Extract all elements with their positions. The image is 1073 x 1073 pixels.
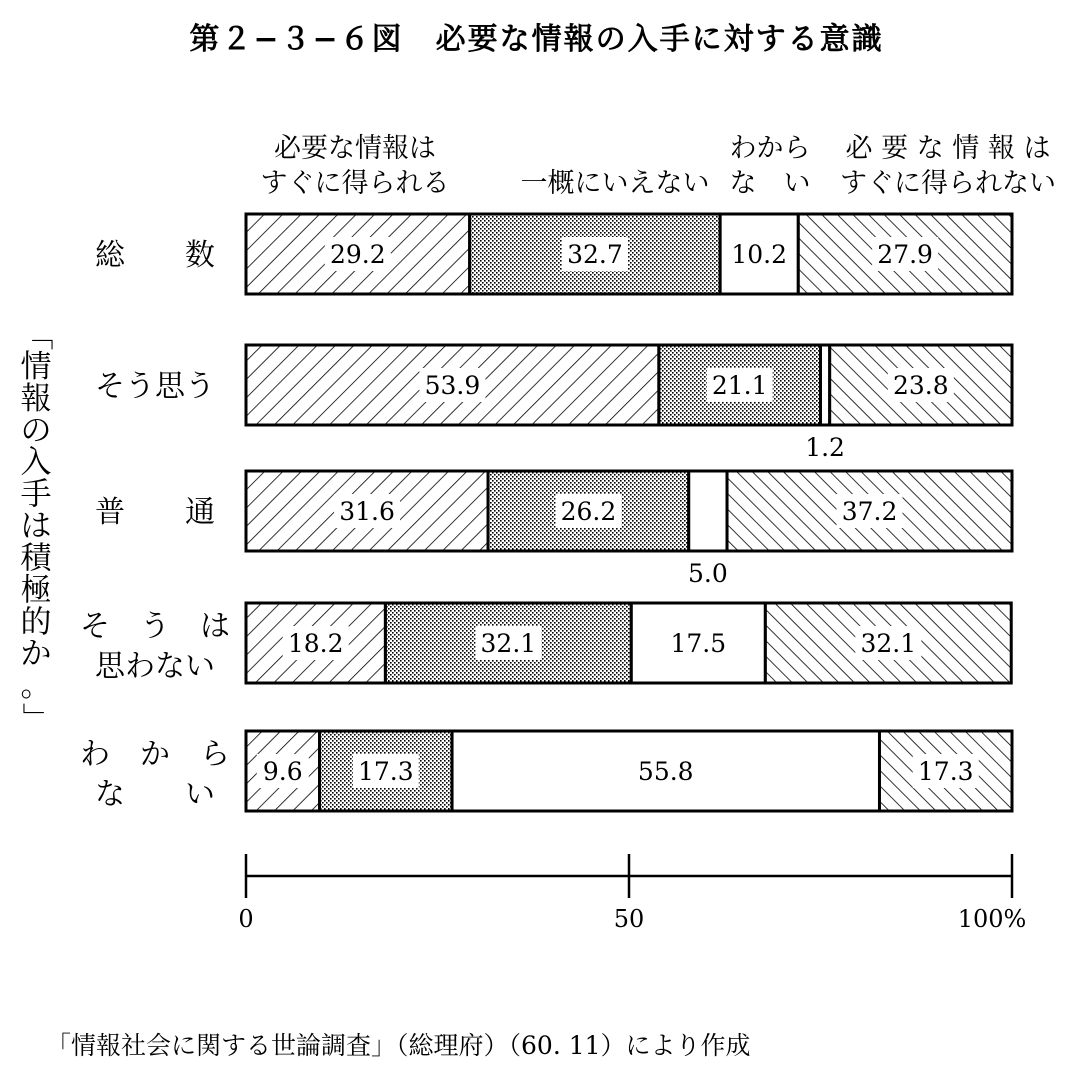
y-title-char: 積 [20, 540, 52, 577]
legend-entry: な い [729, 168, 811, 199]
data-label: 10.2 [731, 240, 788, 269]
data-label: 32.7 [567, 240, 623, 269]
legend-entry: 必 要 な 情 報 は [845, 133, 1051, 164]
data-label: 1.2 [805, 433, 845, 462]
category-label: な い [95, 777, 215, 812]
y-title-char: 。 [20, 668, 52, 705]
data-label: 32.1 [860, 629, 917, 658]
source-note: 「情報社会に関する世論調査」（総理府）（60. 11）により作成 [46, 1031, 751, 1060]
y-title-char: は [20, 508, 52, 545]
data-label: 31.6 [339, 497, 395, 526]
y-title-char: 」 [18, 702, 54, 734]
legend-entry: わから [729, 133, 811, 164]
data-label: 21.1 [711, 371, 768, 400]
y-title-char: 「 [18, 319, 54, 351]
data-label: 5.0 [688, 559, 728, 588]
category-label: 思わない [95, 649, 215, 684]
data-label: 29.2 [330, 240, 386, 269]
y-title-char: 情 [20, 348, 52, 385]
y-title-char: か [20, 636, 52, 673]
legend-entry: 必要な情報は [274, 133, 436, 164]
x-tick-label: 50 [613, 905, 645, 933]
chart-title: 第２−３−６図 必要な情報の入手に対する意識 [189, 22, 884, 57]
bar-segment [689, 471, 727, 551]
category-label: そう思う [95, 369, 215, 404]
y-title-char: 報 [20, 380, 52, 417]
y-title-char: 的 [20, 604, 52, 641]
data-label: 17.3 [917, 757, 974, 786]
data-label: 26.2 [560, 497, 617, 526]
data-label: 23.8 [893, 371, 949, 400]
category-label: 総 数 [95, 238, 215, 273]
data-label: 55.8 [637, 757, 694, 786]
data-label: 9.6 [262, 757, 303, 786]
data-label: 18.2 [287, 629, 344, 658]
x-tick-label: 0 [238, 905, 254, 933]
category-labels [80, 238, 230, 812]
category-label: 普 通 [95, 495, 215, 530]
legend-headers [261, 133, 1057, 199]
data-label: 27.9 [877, 240, 933, 269]
category-label: わ か ら [80, 737, 230, 772]
segment-labels [257, 237, 979, 788]
category-label: そ う は [80, 609, 230, 644]
y-axis-title [18, 320, 55, 734]
y-title-char: 手 [20, 476, 52, 513]
legend-entry: すぐに得られる [260, 168, 450, 199]
legend-entry: すぐに得られない [840, 168, 1056, 199]
data-label: 17.3 [357, 757, 414, 786]
x-tick-label: 100% [957, 905, 1027, 933]
y-title-char: 入 [20, 444, 52, 481]
data-label: 17.5 [670, 629, 727, 658]
y-title-char: の [20, 412, 52, 449]
data-label: 53.9 [424, 371, 481, 400]
legend-entry: 一概にいえない [520, 168, 710, 199]
data-label: 37.2 [841, 497, 898, 526]
y-title-char: 極 [20, 572, 52, 609]
x-axis [238, 854, 1026, 933]
data-label: 32.1 [480, 629, 537, 658]
